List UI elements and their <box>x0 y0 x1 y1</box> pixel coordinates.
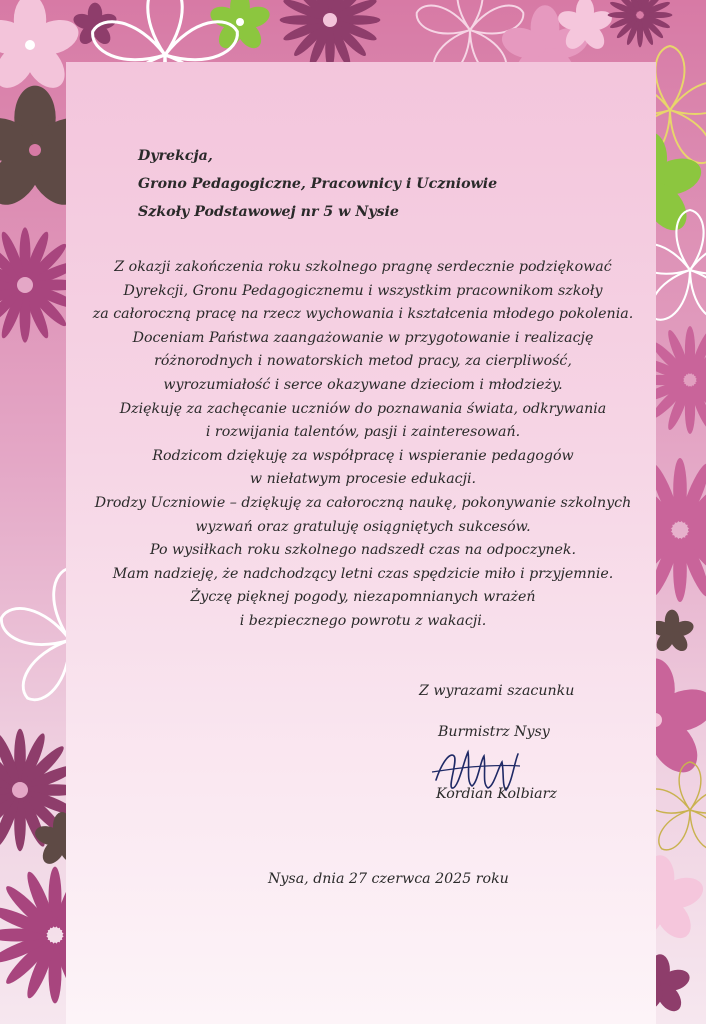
body-line: w niełatwym procesie edukacji. <box>249 471 477 488</box>
body-line: Doceniam Państwa zaangażowanie w przygotowanie i realizację <box>132 329 594 346</box>
body-line: i rozwijania talentów, pasji i zainteresowań. <box>205 424 521 441</box>
body-line: za całoroczną pracę na rzecz wychowania i kształcenia młodego pokolenia. <box>92 306 634 323</box>
body-line: Dziękuję za zachęcanie uczniów do poznawania świata, odkrywania <box>119 400 607 417</box>
body-line: wyzwań oraz gratuluję osiągniętych sukcesów. <box>195 518 531 535</box>
address-line-2: Grono Pedagogiczne, Pracownicy i Uczniowie <box>138 176 498 192</box>
address-line-3: Szkoły Podstawowej nr 5 w Nysie <box>138 204 399 220</box>
body-line: Rodzicom dziękuję za współpracę i wspieranie pedagogów <box>152 447 574 464</box>
signatory-name: Kordian Kolbiarz <box>436 786 557 802</box>
body-line: Mam nadzieję, że nadchodzący letni czas spędzicie miło i przyjemnie. <box>112 565 614 582</box>
body-line: Z okazji zakończenia roku szkolnego pragnę serdecznie podziękować <box>114 259 612 275</box>
body-line: Po wysiłkach roku szkolnego nadszedł czas na odpoczynek. <box>149 542 577 559</box>
body-line: Dyrekcji, Gronu Pedagogicznemu i wszystkim pracownikom szkoły <box>123 282 603 299</box>
place-date: Nysa, dnia 27 czerwca 2025 roku <box>268 871 509 887</box>
body-line: różnorodnych i nowatorskich metod pracy, za cierpliwość, <box>154 353 572 370</box>
signatory-title: Burmistrz Nysy <box>438 724 550 740</box>
address-line-1: Dyrekcja, <box>138 148 213 164</box>
body-line: Drodzy Uczniowie – dziękuję za całoroczną naukę, pokonywanie szkolnych <box>94 494 632 511</box>
body-line: wyrozumiałość i serce okazywane dzieciom i młodzieży. <box>163 376 563 393</box>
closing-phrase: Z wyrazami szacunku <box>419 683 575 699</box>
letter-body <box>80 256 646 634</box>
body-line: Życzę pięknej pogody, niezapomnianych wrażeń <box>190 589 536 606</box>
body-line: i bezpiecznego powrotu z wakacji. <box>239 612 487 629</box>
